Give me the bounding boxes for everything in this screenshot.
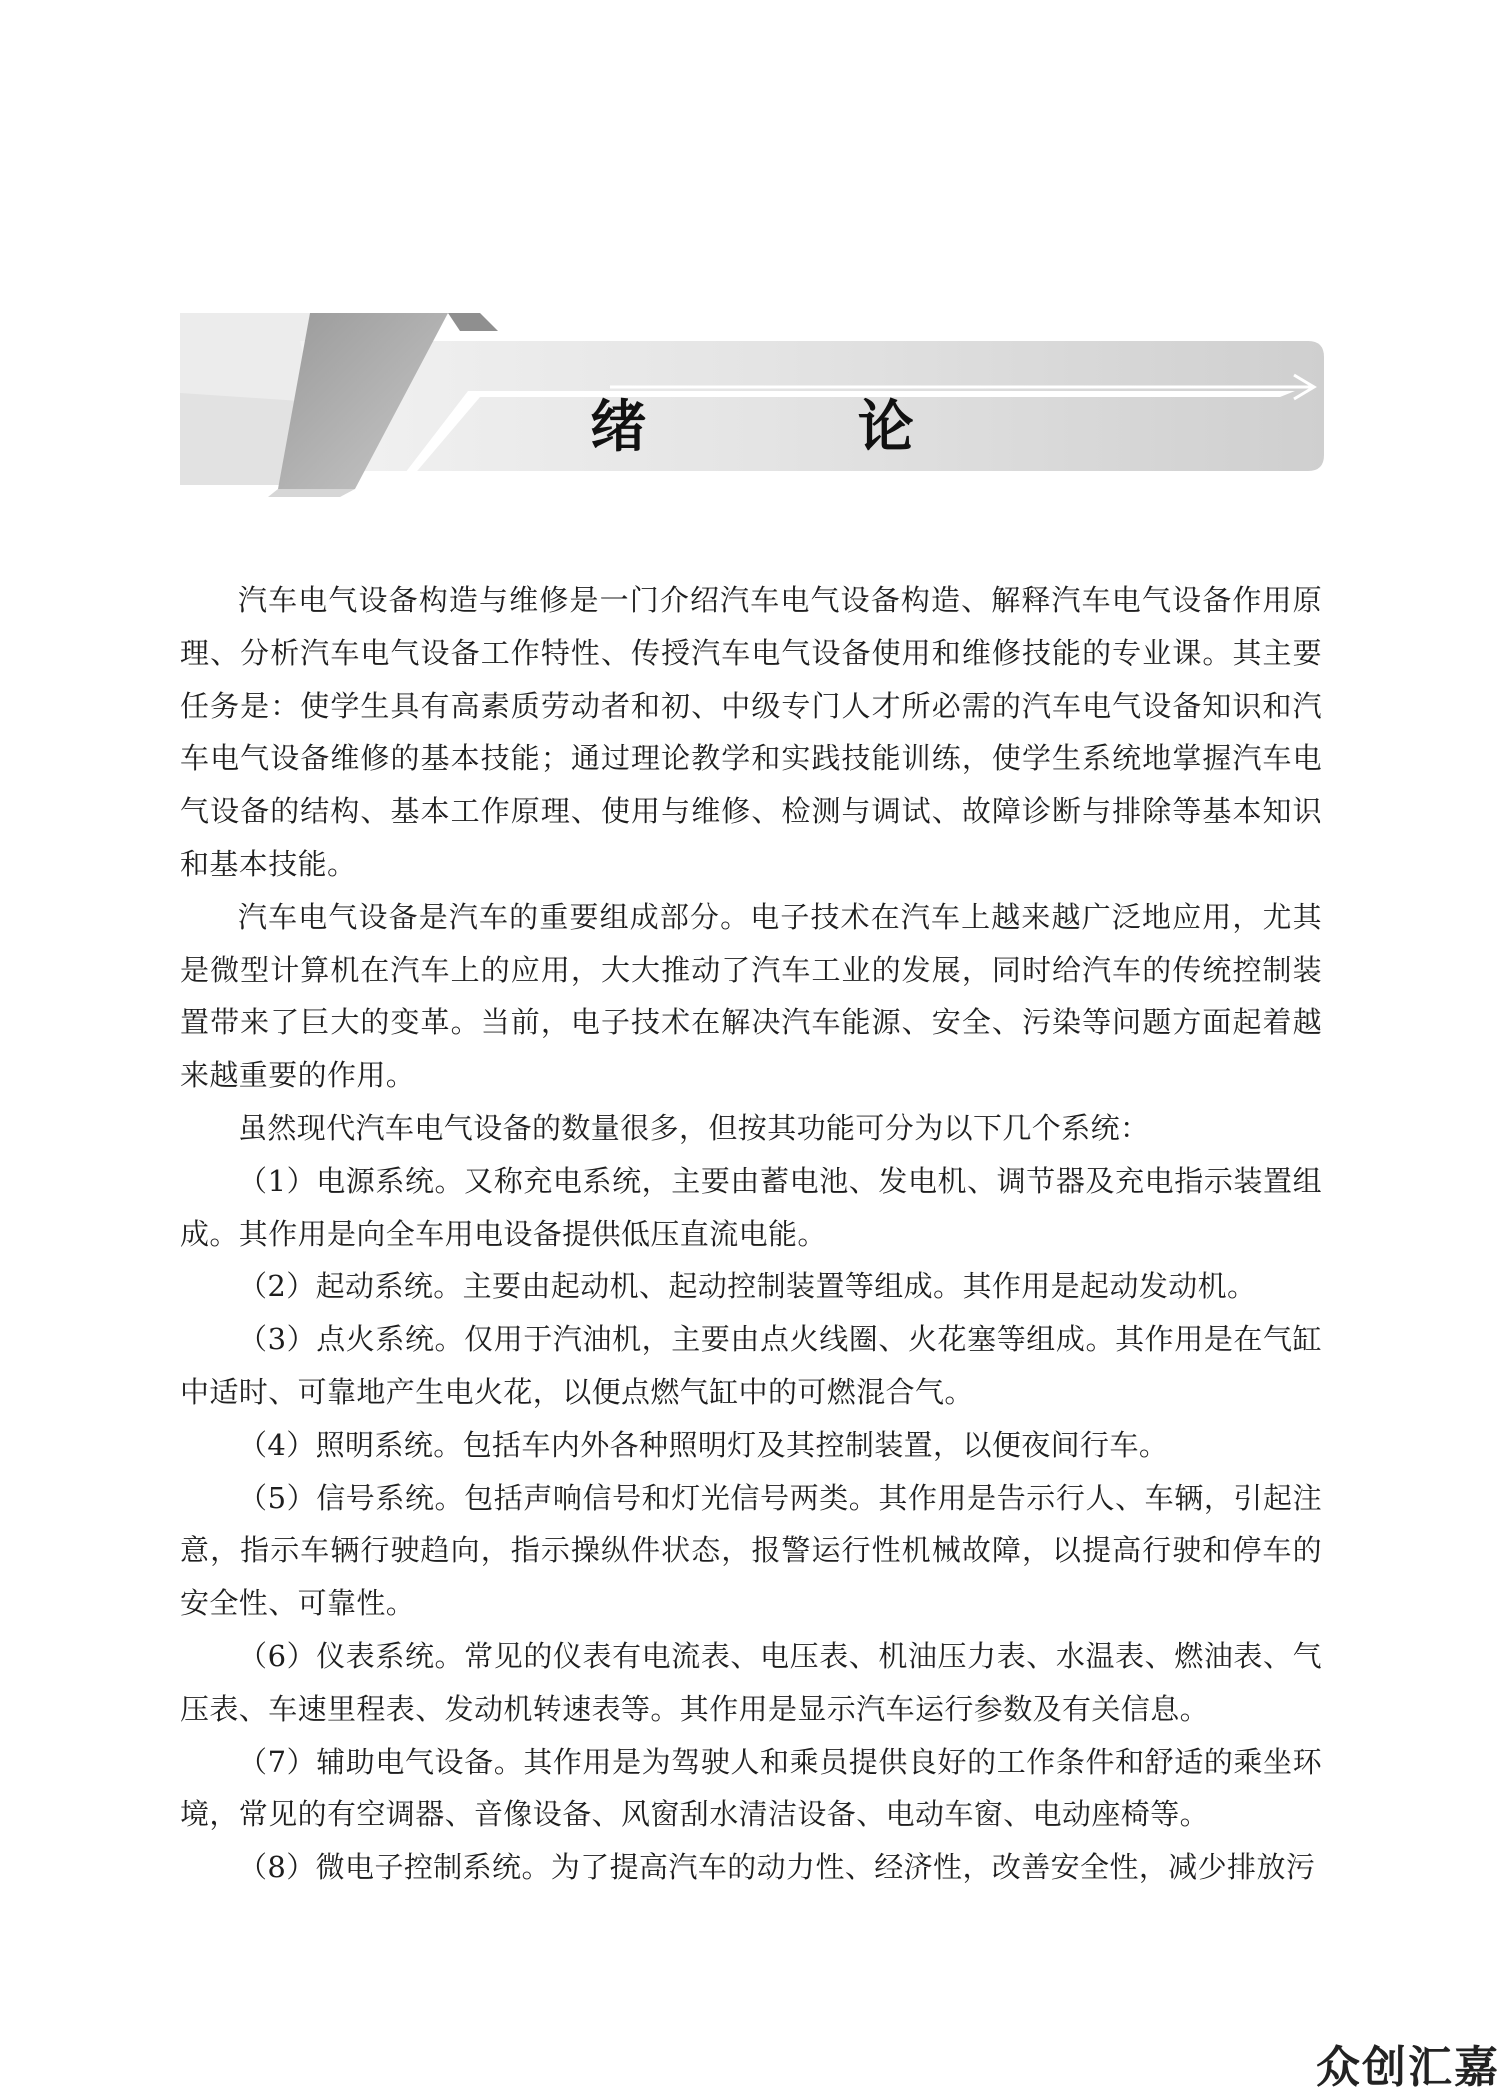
- watermark: 众创汇嘉: [1316, 2042, 1500, 2093]
- paragraph: （8）微电子控制系统。为了提高汽车的动力性、经济性，改善安全性，减少排放污: [238, 1850, 1316, 1885]
- paragraph: （2）起动系统。主要由起动机、起动控制装置等组成。其作用是起动发动机。: [238, 1269, 1257, 1304]
- paragraph: （5）信号系统。包括声响信号和灯光信号两类。其作用是告示行人、车辆，引起注意，指示车辆行驶趋向，指示操纵件状态，报警运行性机械故障，以提高行驶和停车的安全性、可靠性。: [180, 1480, 1322, 1621]
- body-text: [180, 574, 1322, 1894]
- paragraph: （3）点火系统。仅用于汽油机，主要由点火线圈、火花塞等组成。其作用是在气缸中适时、可靠地产生电火花，以便点燃气缸中的可燃混合气。: [180, 1322, 1322, 1409]
- paragraph: 汽车电气设备是汽车的重要组成部分。电子技术在汽车上越来越广泛地应用，尤其是微型计算机在汽车上的应用，大大推动了汽车工业的发展，同时给汽车的传统控制装置带来了巨大的变革。当前，电子技术在解决汽车能源、安全、污染等问题方面起着越来越重要的作用。: [180, 899, 1322, 1093]
- paragraph: 虽然现代汽车电气设备的数量很多，但按其功能可分为以下几个系统：: [238, 1110, 1150, 1145]
- paragraph: （7）辅助电气设备。其作用是为驾驶人和乘员提供良好的工作条件和舒适的乘坐环境，常见的有空调器、音像设备、风窗刮水清洁设备、电动车窗、电动座椅等。: [180, 1744, 1322, 1832]
- paragraph: （1）电源系统。又称充电系统，主要由蓄电池、发电机、调节器及充电指示装置组成。其作用是向全车用电设备提供低压直流电能。: [180, 1163, 1322, 1251]
- paragraph: （4）照明系统。包括车内外各种照明灯及其控制装置，以便夜间行车。: [238, 1427, 1169, 1462]
- paragraph: 汽车电气设备构造与维修是一门介绍汽车电气设备构造、解释汽车电气设备作用原理、分析汽车电气设备工作特性、传授汽车电气设备使用和维修技能的专业课。其主要任务是：使学生具有高素质劳动者和初、中级专门人才所必需的汽车电气设备知识和汽车电气设备维修的基本技能；通过理论教学和实践技能训练，使学生系统地掌握汽车电气设备的结构、基本工作原理、使用与维修、检测与调试、故障诊断与排除等基本知识和基本技能。: [180, 583, 1322, 881]
- paragraph: （6）仪表系统。常见的仪表有电流表、电压表、机油压力表、水温表、燃油表、气压表、车速里程表、发动机转速表等。其作用是显示汽车运行参数及有关信息。: [180, 1638, 1322, 1726]
- chapter-banner: [180, 313, 1324, 497]
- chapter-title: 绪 论: [590, 394, 1010, 460]
